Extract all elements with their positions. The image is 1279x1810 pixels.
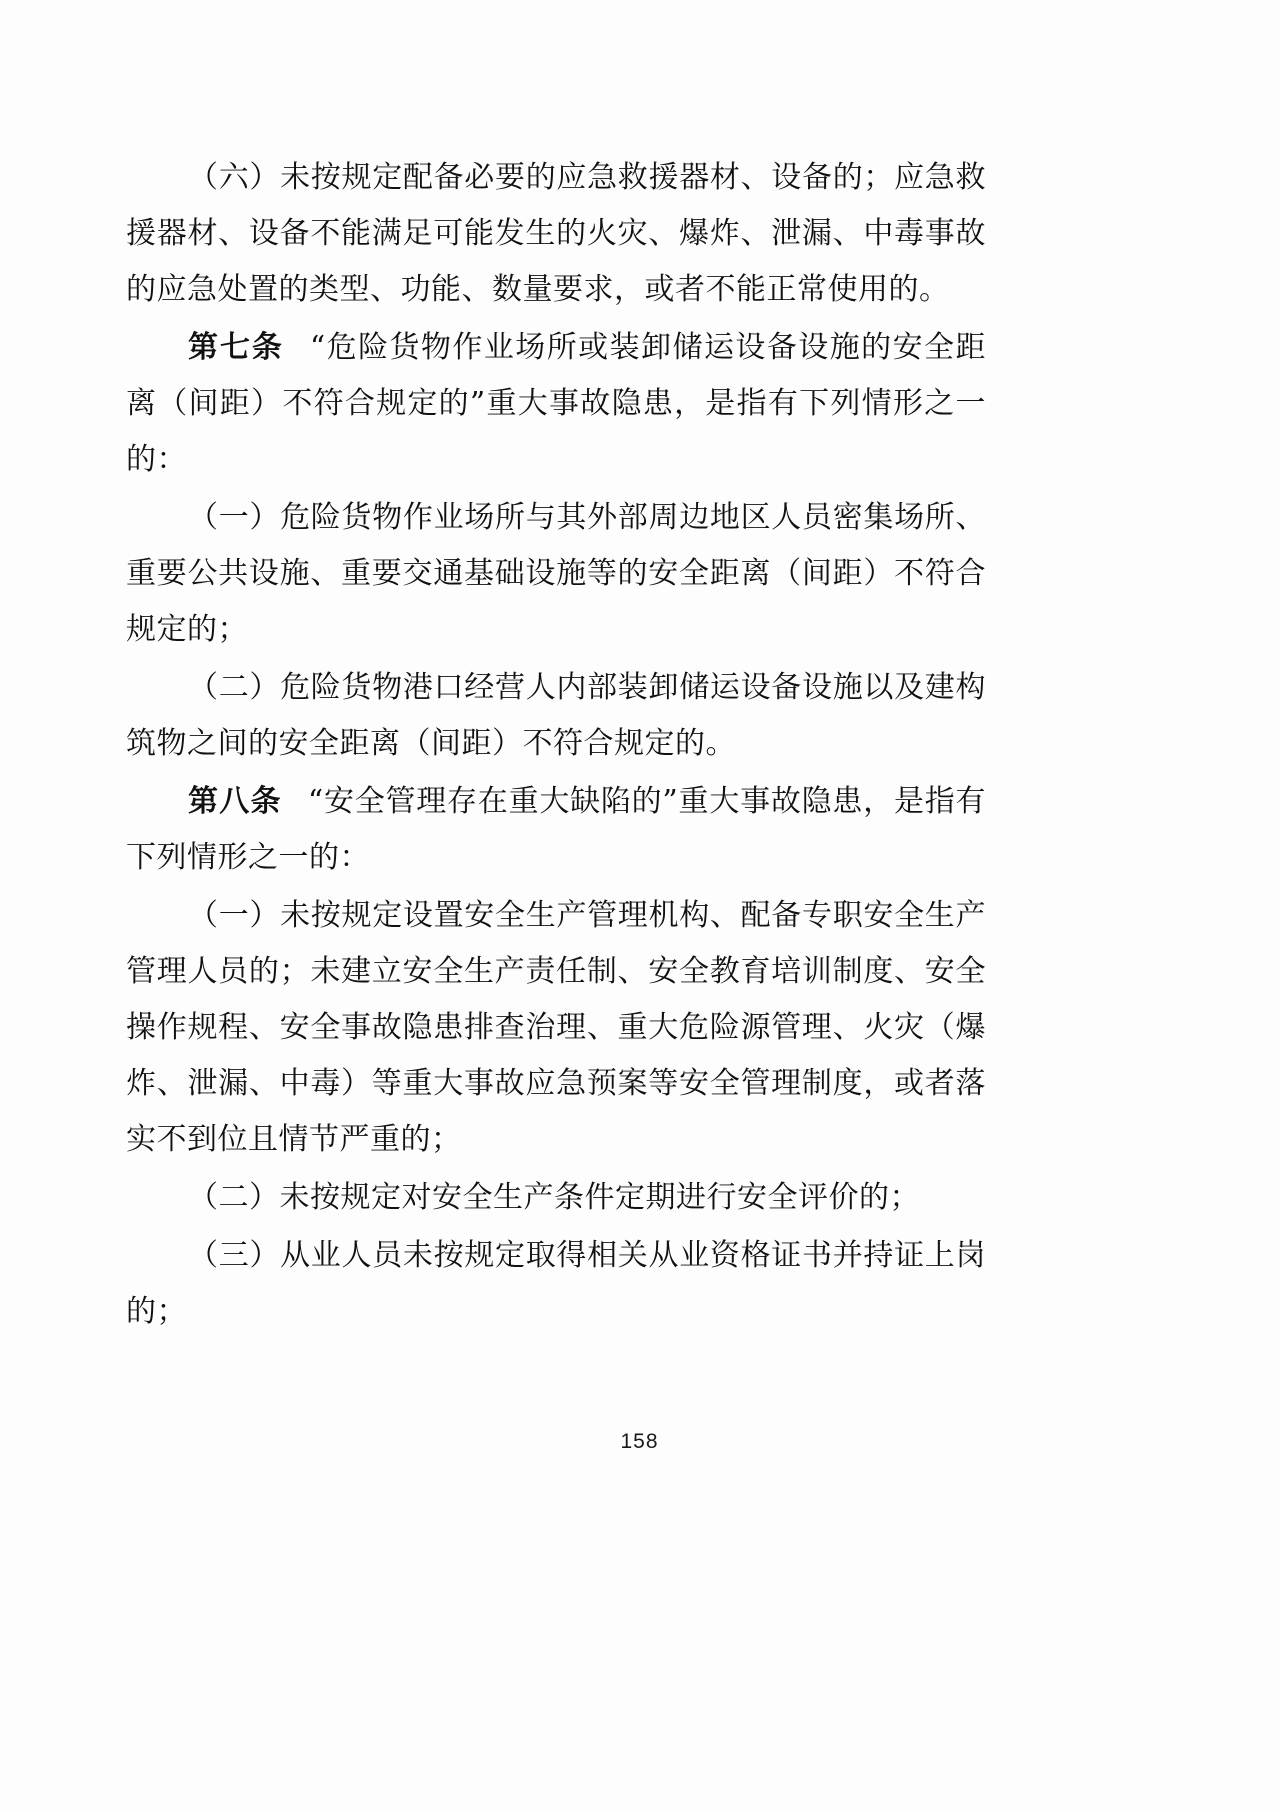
paragraph-eight-item-two [126, 1170, 986, 1226]
paragraph-article-seven [126, 320, 986, 488]
paragraph-article-eight [126, 774, 986, 886]
document-body [126, 150, 986, 1342]
paragraph-text: “安全管理存在重大缺陷的”重大事故隐患，是指有下列情形之一的： [126, 784, 986, 875]
paragraph-item-six [126, 150, 986, 318]
paragraph-text: （二）未按规定对安全生产条件定期进行安全评价的； [188, 1180, 920, 1215]
paragraph-eight-item-one [126, 888, 986, 1168]
paragraph-eight-item-three [126, 1228, 986, 1340]
paragraph-text: （一）未按规定设置安全生产管理机构、配备专职安全生产管理人员的；未建立安全生产责任制、安全教育培训制度、安全操作规程、安全事故隐患排查治理、重大危险源管理、火灾（爆炸、泄漏、中毒）等重大事故应急预案等安全管理制度，或者落实不到位且情节严重的； [126, 898, 986, 1157]
paragraph-text: （一）危险货物作业场所与其外部周边地区人员密集场所、重要公共设施、重要交通基础设施等的安全距离（间距）不符合规定的； [126, 500, 986, 647]
article-heading-seven: 第七条 [188, 330, 284, 365]
paragraph-seven-item-one [126, 490, 986, 658]
paragraph-text: （二）危险货物港口经营人内部装卸储运设备设施以及建构筑物之间的安全距离（间距）不符合规定的。 [126, 670, 986, 761]
paragraph-text: “危险货物作业场所或装卸储运设备设施的安全距离（间距）不符合规定的”重大事故隐患，是指有下列情形之一的： [126, 330, 987, 477]
article-heading-eight: 第八条 [188, 784, 282, 819]
paragraph-seven-item-two [126, 660, 986, 772]
paragraph-text: （六）未按规定配备必要的应急救援器材、设备的；应急救援器材、设备不能满足可能发生的火灾、爆炸、泄漏、中毒事故的应急处置的类型、功能、数量要求，或者不能正常使用的。 [126, 160, 986, 307]
page-number: 158 [620, 1430, 659, 1453]
paragraph-text: （三）从业人员未按规定取得相关从业资格证书并持证上岗的； [126, 1238, 986, 1329]
